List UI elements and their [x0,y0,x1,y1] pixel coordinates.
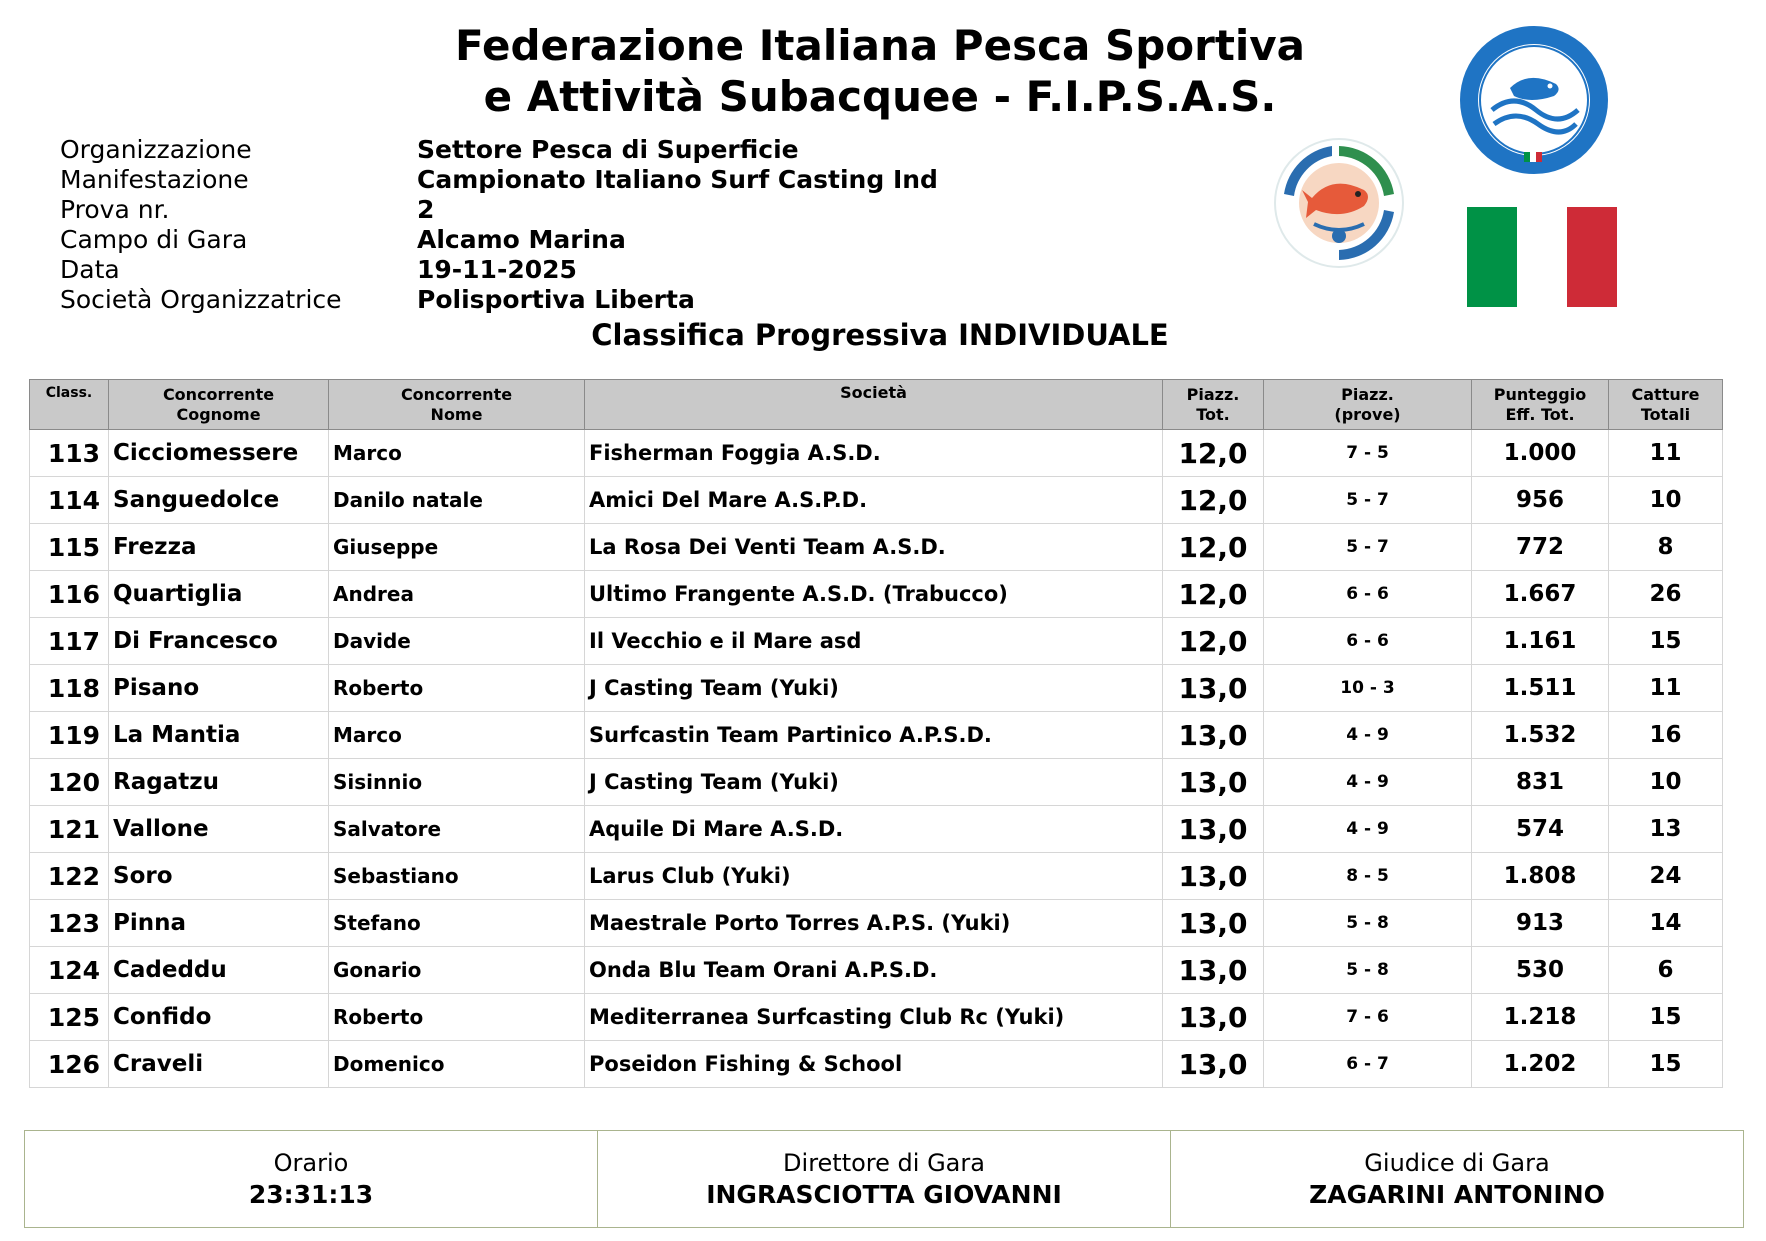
catch-release-logo [1272,136,1406,270]
cell-societa: Ultimo Frangente A.S.D. (Trabucco) [585,571,1163,618]
title-line-1: Federazione Italiana Pesca Sportiva [454,21,1306,70]
giudice-value: ZAGARINI ANTONINO [1309,1180,1605,1209]
table-row [30,1041,1723,1088]
cell-class: 115 [30,524,109,571]
cell-name: Danilo natale [329,477,585,524]
page-title [380,20,1380,122]
title-line-2: e Attività Subacquee - F.I.P.S.A.S. [483,72,1277,121]
orario-label: Orario [273,1149,349,1177]
cell-piazz-prove: 7 - 5 [1264,430,1472,477]
cell-class: 118 [30,665,109,712]
cell-piazz-tot: 13,0 [1163,1041,1264,1088]
cell-catture: 14 [1609,900,1723,947]
cell-class: 122 [30,853,109,900]
info-row-campo [60,224,938,254]
cell-societa: Aquile Di Mare A.S.D. [585,806,1163,853]
cell-class: 124 [30,947,109,994]
table-row [30,947,1723,994]
cell-name: Stefano [329,900,585,947]
cell-catture: 15 [1609,994,1723,1041]
flag-green-band [1467,207,1517,307]
info-row-manifestazione [60,164,938,194]
cell-surname: Vallone [109,806,329,853]
cell-societa: Maestrale Porto Torres A.P.S. (Yuki) [585,900,1163,947]
cell-name: Roberto [329,665,585,712]
cell-surname: La Mantia [109,712,329,759]
cell-class: 117 [30,618,109,665]
cell-piazz-tot: 12,0 [1163,618,1264,665]
fipsas-logo [1458,24,1610,176]
footer-orario [25,1131,598,1227]
cell-punteggio: 831 [1472,759,1609,806]
direttore-label: Direttore di Gara [783,1149,985,1177]
info-row-data [60,254,938,284]
col-header-name: Concorrente Nome [329,380,585,430]
cell-surname: Frezza [109,524,329,571]
table-row [30,900,1723,947]
cell-name: Marco [329,430,585,477]
cell-piazz-tot: 13,0 [1163,853,1264,900]
col-header-piazz-tot: Piazz. Tot. [1163,380,1264,430]
cell-piazz-prove: 5 - 7 [1264,477,1472,524]
cell-punteggio: 574 [1472,806,1609,853]
table-row [30,994,1723,1041]
cell-catture: 10 [1609,477,1723,524]
cell-punteggio: 530 [1472,947,1609,994]
cell-name: Andrea [329,571,585,618]
cell-societa: Mediterranea Surfcasting Club Rc (Yuki) [585,994,1163,1041]
info-label: Manifestazione [60,164,249,194]
info-value: 19-11-2025 [417,254,577,284]
cell-catture: 24 [1609,853,1723,900]
cell-surname: Pisano [109,665,329,712]
orario-value: 23:31:13 [248,1180,374,1209]
info-row-prova [60,194,938,224]
table-header-row [30,380,1723,430]
table-row [30,571,1723,618]
cell-punteggio: 1.202 [1472,1041,1609,1088]
cell-piazz-prove: 8 - 5 [1264,853,1472,900]
cell-societa: Fisherman Foggia A.S.D. [585,430,1163,477]
cell-surname: Ragatzu [109,759,329,806]
cell-piazz-tot: 12,0 [1163,571,1264,618]
footer [24,1130,1744,1228]
results-table [29,379,1723,1088]
cell-catture: 11 [1609,430,1723,477]
cell-piazz-tot: 13,0 [1163,759,1264,806]
direttore-value: INGRASCIOTTA GIOVANNI [706,1180,1062,1209]
cell-piazz-prove: 4 - 9 [1264,712,1472,759]
cell-name: Salvatore [329,806,585,853]
cell-societa: Il Vecchio e il Mare asd [585,618,1163,665]
cell-punteggio: 1.808 [1472,853,1609,900]
ranking-title: Classifica Progressiva INDIVIDUALE [591,318,1169,352]
table-row [30,853,1723,900]
cell-catture: 10 [1609,759,1723,806]
cell-name: Sisinnio [329,759,585,806]
info-label: Società Organizzatrice [60,284,342,314]
cell-societa: Poseidon Fishing & School [585,1041,1163,1088]
cell-punteggio: 1.532 [1472,712,1609,759]
cell-name: Sebastiano [329,853,585,900]
cell-punteggio: 1.000 [1472,430,1609,477]
cell-punteggio: 772 [1472,524,1609,571]
cell-class: 126 [30,1041,109,1088]
col-header-surname: Concorrente Cognome [109,380,329,430]
flag-white-band [1517,207,1567,307]
col-header-class: Class. [30,380,109,430]
cell-surname: Quartiglia [109,571,329,618]
cell-piazz-prove: 4 - 9 [1264,759,1472,806]
cell-name: Marco [329,712,585,759]
cell-piazz-tot: 13,0 [1163,994,1264,1041]
info-value: Alcamo Marina [417,224,626,254]
footer-direttore [598,1131,1171,1227]
cell-societa: Surfcastin Team Partinico A.P.S.D. [585,712,1163,759]
cell-name: Davide [329,618,585,665]
table-row [30,665,1723,712]
cell-catture: 26 [1609,571,1723,618]
info-label: Campo di Gara [60,224,248,254]
col-header-piazz-prove: Piazz. (prove) [1264,380,1472,430]
footer-giudice [1171,1131,1743,1227]
info-value: Campionato Italiano Surf Casting Ind [417,164,938,194]
cell-class: 114 [30,477,109,524]
cell-piazz-prove: 6 - 6 [1264,571,1472,618]
cell-name: Roberto [329,994,585,1041]
cell-piazz-tot: 13,0 [1163,665,1264,712]
cell-piazz-tot: 13,0 [1163,900,1264,947]
cell-punteggio: 1.161 [1472,618,1609,665]
cell-surname: Soro [109,853,329,900]
cell-piazz-tot: 12,0 [1163,477,1264,524]
cell-class: 119 [30,712,109,759]
cell-surname: Sanguedolce [109,477,329,524]
table-row [30,759,1723,806]
col-header-punteggio: Punteggio Eff. Tot. [1472,380,1609,430]
cell-name: Giuseppe [329,524,585,571]
cell-punteggio: 1.218 [1472,994,1609,1041]
info-value: Settore Pesca di Superficie [417,134,799,164]
cell-surname: Cicciomessere [109,430,329,477]
giudice-label: Giudice di Gara [1364,1149,1550,1177]
info-row-organizzazione [60,134,938,164]
cell-class: 116 [30,571,109,618]
table-row [30,806,1723,853]
cell-piazz-prove: 5 - 7 [1264,524,1472,571]
cell-surname: Di Francesco [109,618,329,665]
flag-red-band [1567,207,1617,307]
cell-catture: 6 [1609,947,1723,994]
cell-name: Domenico [329,1041,585,1088]
info-value: 2 [417,194,435,224]
cell-surname: Craveli [109,1041,329,1088]
cell-piazz-tot: 13,0 [1163,712,1264,759]
italian-flag [1467,207,1617,307]
cell-piazz-prove: 10 - 3 [1264,665,1472,712]
cell-catture: 15 [1609,1041,1723,1088]
cell-punteggio: 1.667 [1472,571,1609,618]
event-info [60,134,938,314]
cell-name: Gonario [329,947,585,994]
cell-punteggio: 1.511 [1472,665,1609,712]
table-row [30,430,1723,477]
cell-piazz-prove: 6 - 7 [1264,1041,1472,1088]
cell-piazz-prove: 6 - 6 [1264,618,1472,665]
cell-catture: 8 [1609,524,1723,571]
col-header-catture: Catture Totali [1609,380,1723,430]
cell-societa: J Casting Team (Yuki) [585,665,1163,712]
cell-piazz-tot: 13,0 [1163,806,1264,853]
cell-piazz-tot: 12,0 [1163,524,1264,571]
table-row [30,618,1723,665]
cell-surname: Confido [109,994,329,1041]
info-label: Prova nr. [60,194,170,224]
cell-societa: Onda Blu Team Orani A.P.S.D. [585,947,1163,994]
cell-societa: La Rosa Dei Venti Team A.S.D. [585,524,1163,571]
table-row [30,477,1723,524]
col-header-societa: Società [585,380,1163,430]
cell-surname: Cadeddu [109,947,329,994]
cell-piazz-prove: 7 - 6 [1264,994,1472,1041]
info-value: Polisportiva Liberta [417,284,695,314]
cell-societa: Amici Del Mare A.S.P.D. [585,477,1163,524]
cell-catture: 11 [1609,665,1723,712]
cell-catture: 13 [1609,806,1723,853]
cell-piazz-tot: 12,0 [1163,430,1264,477]
info-label: Data [60,254,120,284]
cell-punteggio: 913 [1472,900,1609,947]
cell-societa: J Casting Team (Yuki) [585,759,1163,806]
results-body [30,430,1723,1088]
cell-class: 113 [30,430,109,477]
info-row-societa [60,284,938,314]
cell-class: 123 [30,900,109,947]
cell-piazz-prove: 5 - 8 [1264,900,1472,947]
cell-societa: Larus Club (Yuki) [585,853,1163,900]
cell-piazz-prove: 5 - 8 [1264,947,1472,994]
cell-class: 121 [30,806,109,853]
cell-catture: 15 [1609,618,1723,665]
cell-punteggio: 956 [1472,477,1609,524]
info-label: Organizzazione [60,134,252,164]
cell-class: 120 [30,759,109,806]
table-row [30,524,1723,571]
cell-piazz-tot: 13,0 [1163,947,1264,994]
cell-class: 125 [30,994,109,1041]
cell-piazz-prove: 4 - 9 [1264,806,1472,853]
cell-catture: 16 [1609,712,1723,759]
table-row [30,712,1723,759]
cell-surname: Pinna [109,900,329,947]
